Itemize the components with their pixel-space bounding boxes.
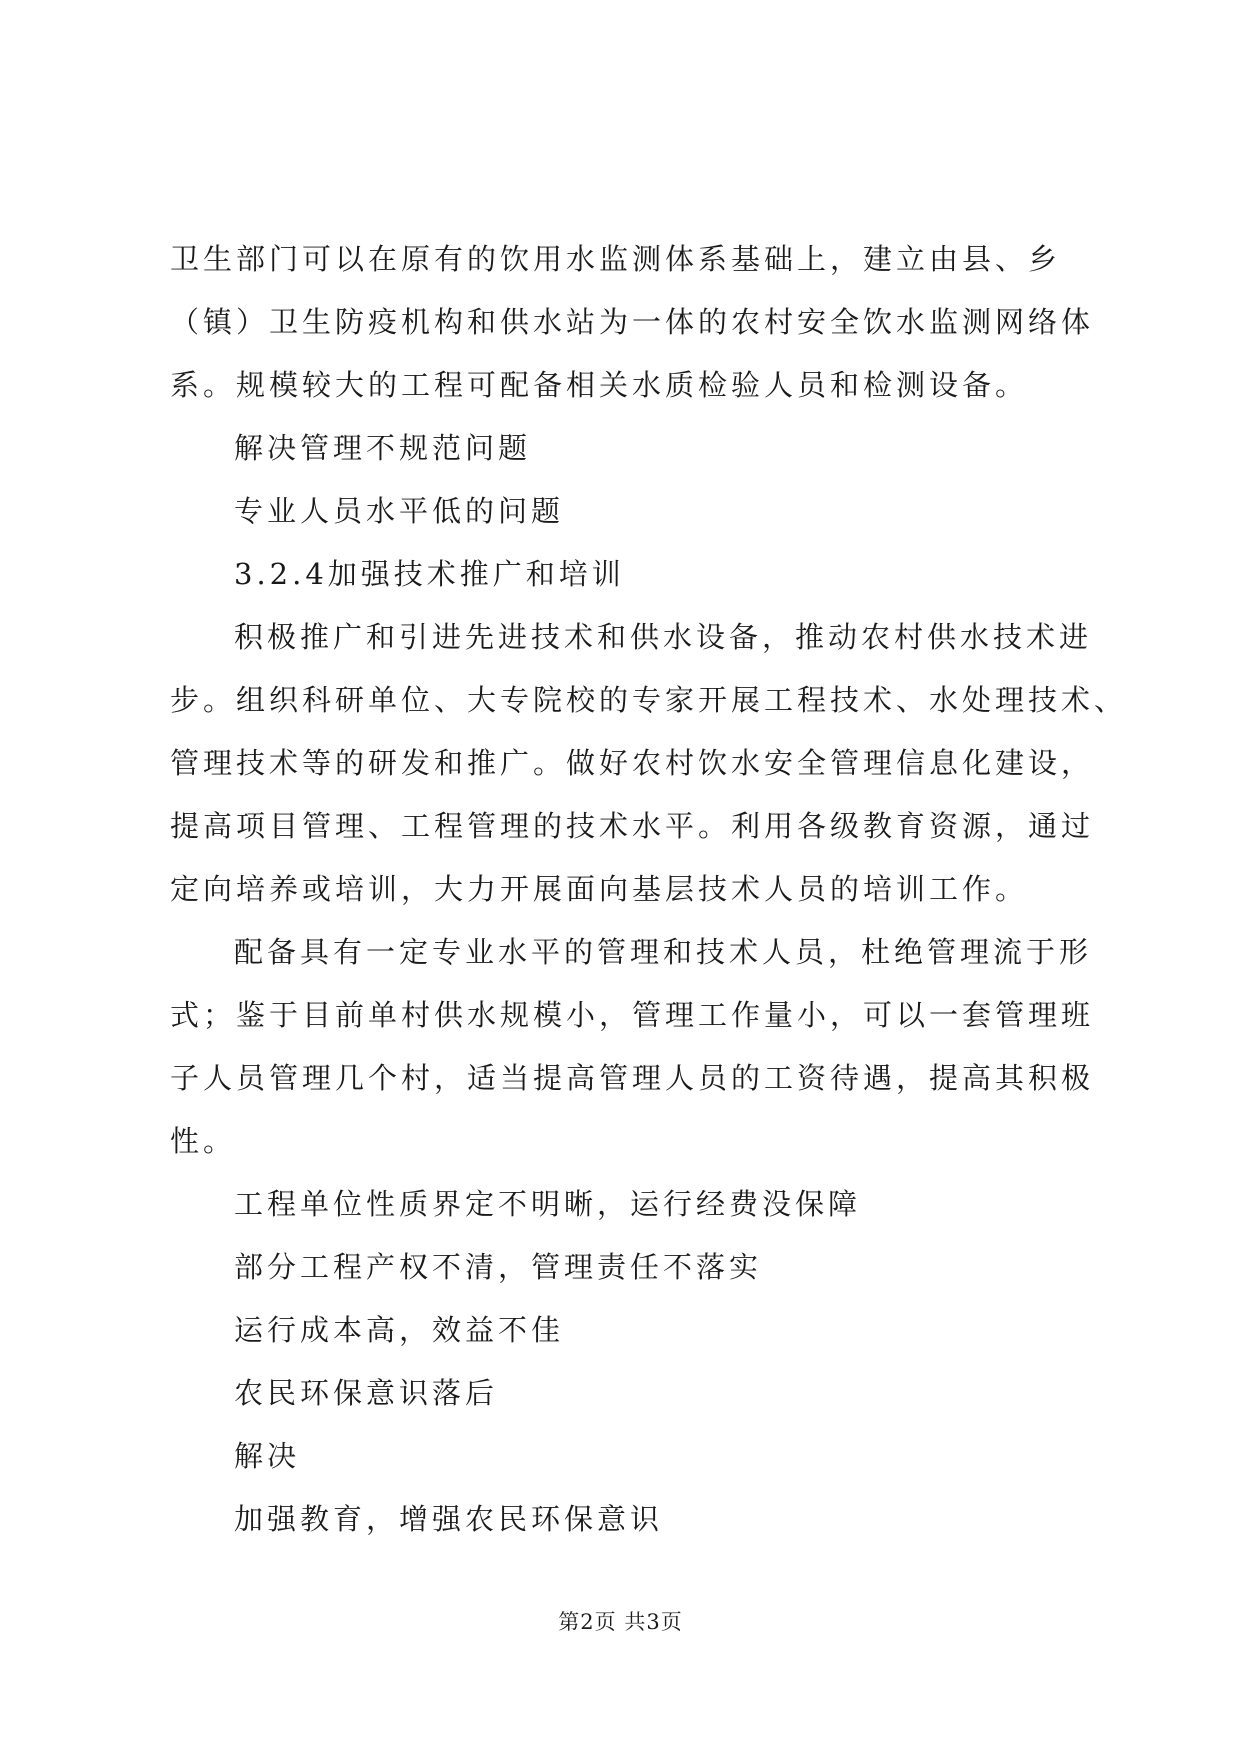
body-line-9: 管理技术等的研发和推广。做好农村饮水安全管理信息化建设， [170,746,1095,780]
heading-line-19: 农民环保意识落后 [234,1376,499,1410]
document-body [170,228,1128,1551]
heading-line-16: 工程单位性质界定不明晰，运行经费没保障 [234,1187,862,1221]
body-line-8: 步。组织科研单位、大专院校的专家开展工程技术、水处理技术、 [170,683,1128,717]
body-line-13: 式；鉴于目前单村供水规模小，管理工作量小，可以一套管理班 [170,998,1095,1032]
heading-line-18: 运行成本高，效益不佳 [234,1313,565,1347]
heading-line-5: 专业人员水平低的问题 [234,494,565,528]
page-number-footer: 第2页 共3页 [558,1610,683,1634]
heading-line-21: 加强教育，增强农民环保意识 [234,1502,664,1536]
body-line-2: （镇）卫生防疫机构和供水站为一体的农村安全饮水监测网络体 [170,305,1095,339]
body-line-3: 系。规模较大的工程可配备相关水质检验人员和检测设备。 [170,368,1029,402]
heading-line-4: 解决管理不规范问题 [234,431,532,465]
body-line-11: 定向培养或培训，大力开展面向基层技术人员的培训工作。 [170,872,1029,906]
heading-line-17: 部分工程产权不清，管理责任不落实 [234,1250,763,1284]
body-line-12: 配备具有一定专业水平的管理和技术人员，杜绝管理流于形 [234,935,1093,969]
heading-line-20: 解决 [234,1439,301,1473]
body-line-10: 提高项目管理、工程管理的技术水平。利用各级教育资源，通过 [170,809,1095,843]
section-heading-3-2-4: 3.2.4加强技术推广和培训 [234,557,625,591]
body-line-1: 卫生部门可以在原有的饮用水监测体系基础上，建立由县、乡 [170,242,1062,276]
body-line-7: 积极推广和引进先进技术和供水设备，推动农村供水技术进 [234,620,1093,654]
body-line-14: 子人员管理几个村，适当提高管理人员的工资待遇，提高其积极 [170,1061,1095,1095]
body-line-15: 性。 [170,1124,237,1158]
